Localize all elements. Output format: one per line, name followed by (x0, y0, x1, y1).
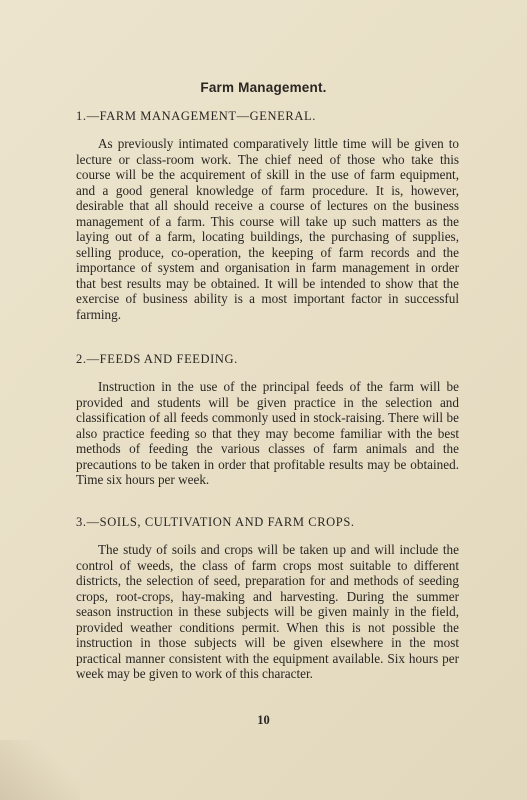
section-body: Instruction in the use of the principal feeds of the farm will be provided and students will be given practice in the selection and classification of all feeds commonly used in stock-raising. There will be also practice feeding so that they may become familiar with the best methods of feeding the various classes of farm animals and the precautions to be taken in order that profitable results may be obtained. Time six hours per week. (76, 379, 459, 487)
section-heading: 2.—FEEDS AND FEEDING. (76, 352, 238, 366)
section-farm-management-general (76, 109, 459, 322)
section-body: The study of soils and crops will be taken up and will include the control of weeds, the class of farm crops most suitable to different districts, the selection of seed, preparation for and methods of seeding crops, root-crops, hay-making and harvesting. During the summer season instruction in these subjects will be given mainly in the field, provided weather conditions permit. When this is not possible the instruction in those subjects will be given elsewhere in the most practical manner consistent with the equipment available. Six hours per week may be given to work of this character. (76, 542, 459, 681)
section-feeds-and-feeding (76, 352, 459, 488)
section-heading: 1.—FARM MANAGEMENT—GENERAL. (76, 109, 316, 123)
page-number: 10 (257, 713, 270, 727)
section-soils-cultivation-farm-crops (76, 515, 459, 682)
section-body: As previously intimated comparatively little time will be given to lecture or class-room work. The chief need of those who take this course will be the acquirement of skill in the use of farm equipment, and a good general knowledge of farm procedure. It is, however, desirable that all should receive a course of lectures on the business management of a farm. This course will take up such matters as the laying out of a farm, locating buildings, the purchasing of supplies, selling produce, co-operation, the keeping of farm records and the importance of system and organisation in farm management in order that best results may be obtained. It will be intended to show that the exercise of business ability is a most important factor in successful farming. (76, 136, 459, 322)
section-heading: 3.—SOILS, CULTIVATION AND FARM CROPS. (76, 515, 355, 529)
page-title: Farm Management. (200, 80, 327, 95)
